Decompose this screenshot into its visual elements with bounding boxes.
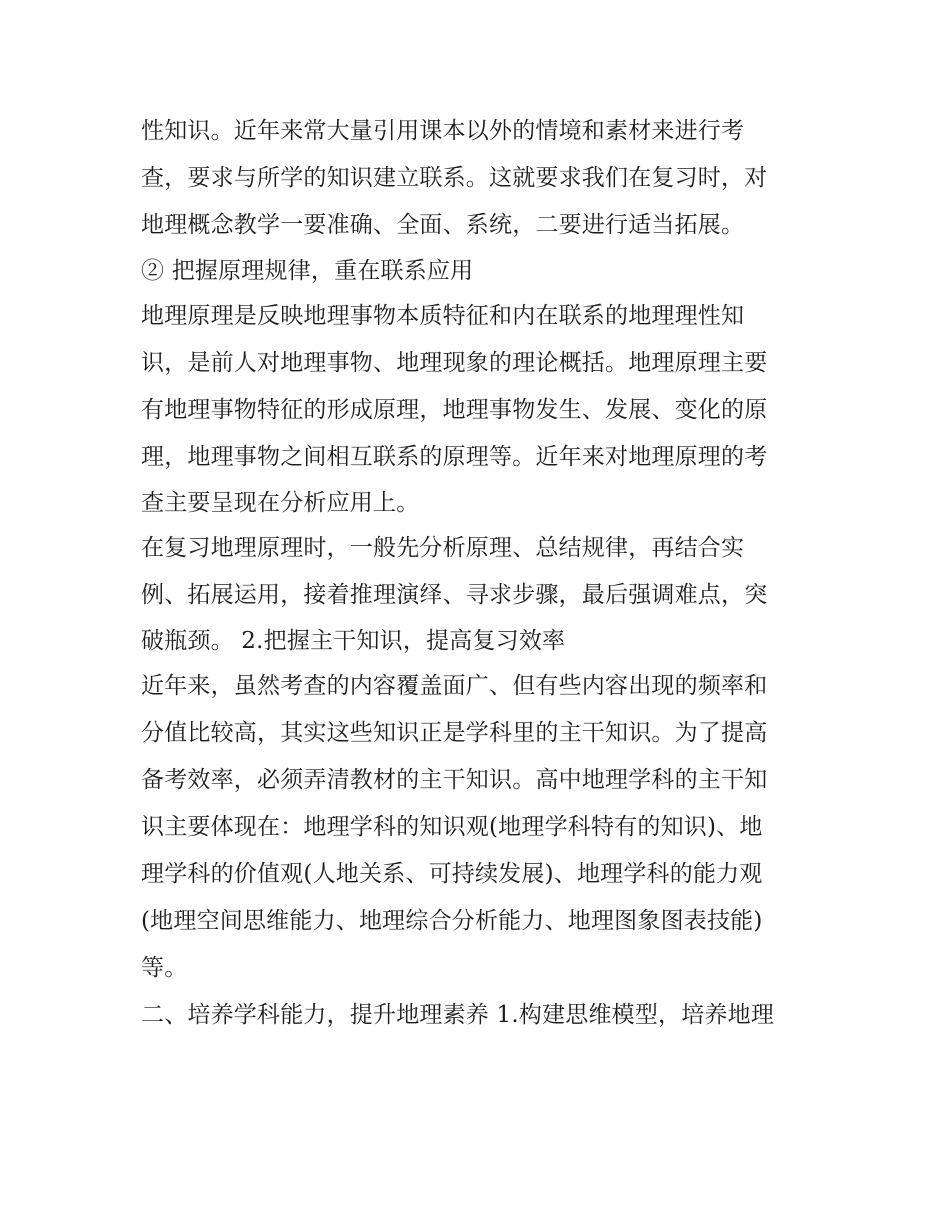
text-line: 查，要求与所学的知识建立联系。这就要求我们在复习时，对 — [141, 165, 768, 191]
text-line: 理学科的价值观(人地关系、可持续发展)、地理学科的能力观 — [141, 861, 763, 887]
text-line: (地理空间思维能力、地理综合分析能力、地理图象图表技能) — [141, 908, 763, 934]
text-line: 性知识。近年来常大量引用课本以外的情境和素材来进行考 — [141, 118, 745, 144]
text-line: 理，地理事物之间相互联系的原理等。近年来对地理原理的考 — [141, 444, 768, 470]
section-heading: ② 把握原理规律，重在联系应用 — [141, 258, 474, 284]
text-line: 有地理事物特征的形成原理，地理事物发生、发展、变化的原 — [141, 397, 768, 423]
text-line: 地理概念教学一要准确、全面、系统，二要进行适当拓展。 — [141, 212, 745, 238]
text-line: 备考效率，必须弄清教材的主干知识。高中地理学科的主干知 — [141, 767, 768, 793]
document-body — [141, 108, 813, 1039]
text-line: 识，是前人对地理事物、地理现象的理论概括。地理原理主要 — [141, 350, 768, 376]
text-line: 等。 — [141, 955, 188, 981]
section-heading: 二、培养学科能力，提升地理素养 1.构建思维模型，培养地理 — [141, 1002, 775, 1028]
text-line: 查主要呈现在分析应用上。 — [141, 490, 420, 516]
text-line: 破瓶颈。 2.把握主干知识，提高复习效率 — [141, 628, 566, 654]
text-line: 例、拓展运用，接着推理演绎、寻求步骤，最后强调难点，突 — [141, 582, 768, 608]
text-line: 识主要体现在：地理学科的知识观(地理学科特有的知识)、地 — [141, 814, 763, 840]
text-line: 地理原理是反映地理事物本质特征和内在联系的地理理性知 — [141, 303, 745, 329]
text-line: 在复习地理原理时，一般先分析原理、总结规律，再结合实 — [141, 535, 745, 561]
text-line: 分值比较高，其实这些知识正是学科里的主干知识。为了提高 — [141, 720, 768, 746]
text-line: 近年来，虽然考查的内容覆盖面广、但有些内容出现的频率和 — [141, 673, 768, 699]
